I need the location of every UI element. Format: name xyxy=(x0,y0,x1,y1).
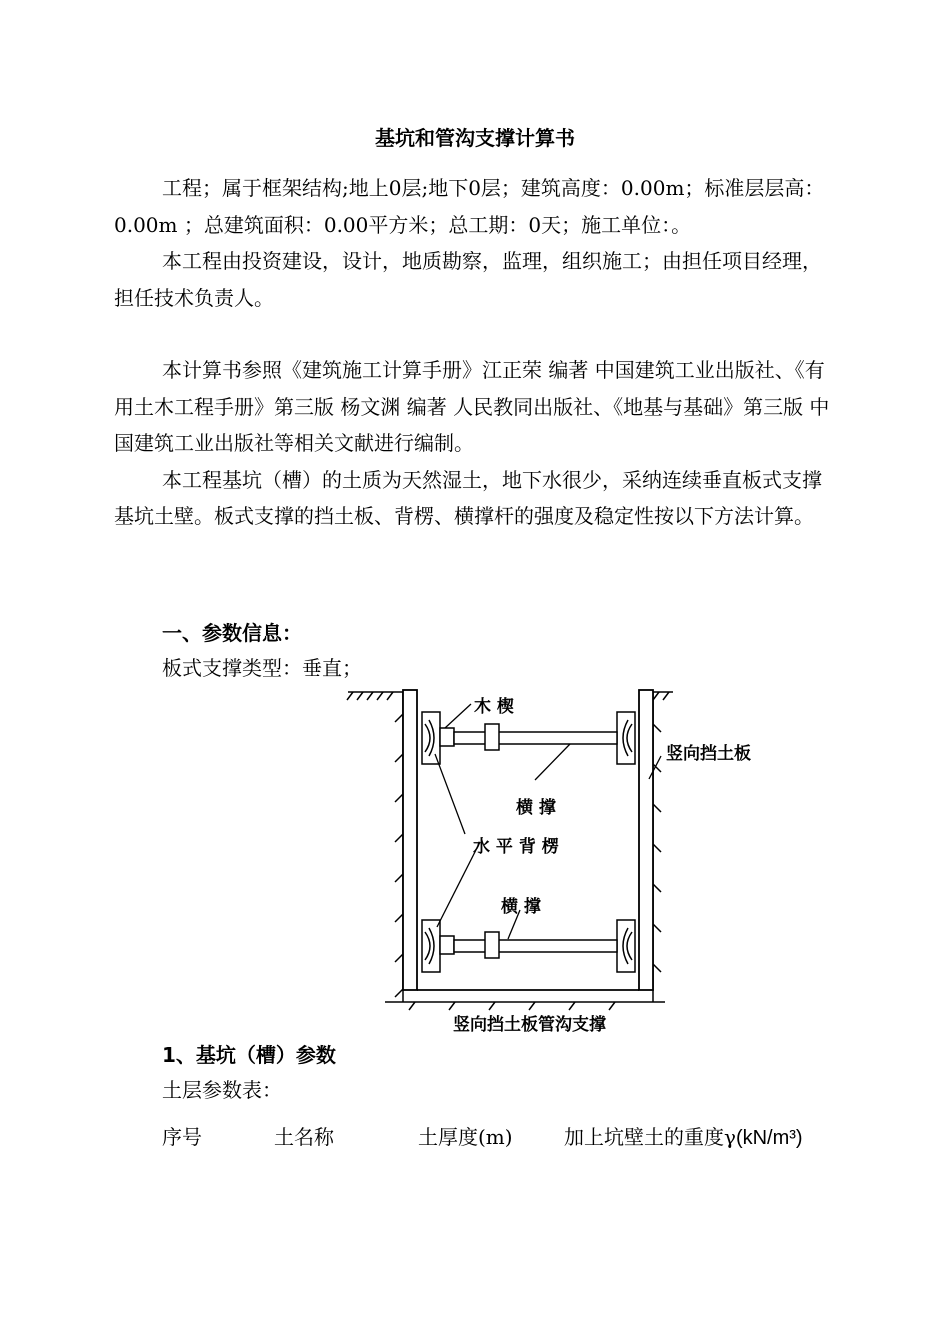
references-paragraph: 本计算书参照《建筑施工计算手册》江正荣 编著 中国建筑工业出版社、《有用土木工程手册》第三版 杨文渊 编著 人民教同出版社、《地基与基础》第三版 中国建筑工业出版社等相关文献进行编制。 xyxy=(114,358,830,455)
support-type-line: 板式支撑类型：垂直； xyxy=(162,656,362,680)
leader-wedge xyxy=(445,704,471,728)
table-header-name: 土名称 xyxy=(274,1125,334,1149)
vertical-board-left xyxy=(403,690,417,990)
strut-upper xyxy=(440,724,617,750)
table-header-no: 序号 xyxy=(162,1125,202,1149)
figure-caption: 竖向挡土板管沟支撑 xyxy=(453,1015,606,1035)
label-wood-wedge: 木 楔 xyxy=(474,697,514,717)
waler-upper-right xyxy=(617,712,635,764)
reference-block xyxy=(114,352,834,535)
leader-waler-to-upper xyxy=(435,754,465,834)
table-header-unit-weight: 加上坑壁土的重度γ(kN/m³) xyxy=(564,1125,803,1149)
section-heading-parameters: 一、参数信息： xyxy=(162,621,302,645)
ground-surface-left xyxy=(347,692,403,700)
waler-lower-left xyxy=(422,920,440,972)
soil-description-paragraph: 本工程基坑（槽）的土质为天然湿土，地下水很少，采纳连续垂直板式支撑基坑土壁。板式支撑的挡土板、背楞、横撑杆的强度及稳定性按以下方法计算。 xyxy=(114,467,822,528)
page-title: 基坑和管沟支撑计算书 xyxy=(375,126,575,150)
subsection-heading-trench-params: 1、基坑（槽）参数 xyxy=(162,1043,336,1067)
trench-wall-left xyxy=(395,692,403,1002)
strut-lower xyxy=(440,932,617,958)
project-info-paragraph: 工程；属于框架结构;地上0层;地下0层；建筑高度：0.00m；标准层层高：0.00m ；总建筑面积：0.00平方米；总工期：0天；施工单位：。 xyxy=(114,176,825,237)
responsibility-paragraph: 本工程由投资建设，设计，地质勘察，监理，组织施工；由担任项目经理，担任技术负责人。 xyxy=(114,249,822,310)
label-horizontal-strut-bottom: 横 撑 xyxy=(501,897,541,917)
trench-support-diagram xyxy=(345,684,675,1034)
table-header-thickness: 土厚度(m) xyxy=(418,1125,513,1149)
soil-table-title: 土层参数表： xyxy=(162,1078,282,1102)
trench-bottom xyxy=(385,1002,665,1010)
waler-lower-right xyxy=(617,920,635,972)
ground-surface-right xyxy=(653,692,673,700)
label-horizontal-strut-top: 横 撑 xyxy=(516,798,556,818)
waler-upper-left xyxy=(422,712,440,764)
leader-strut-top xyxy=(535,744,570,780)
label-horizontal-waler: 水 平 背 楞 xyxy=(473,837,559,857)
label-vertical-board: 竖向挡土板 xyxy=(666,744,751,764)
trench-wall-right xyxy=(653,692,661,1002)
intro-block xyxy=(114,170,834,316)
vertical-board-right xyxy=(639,690,653,990)
